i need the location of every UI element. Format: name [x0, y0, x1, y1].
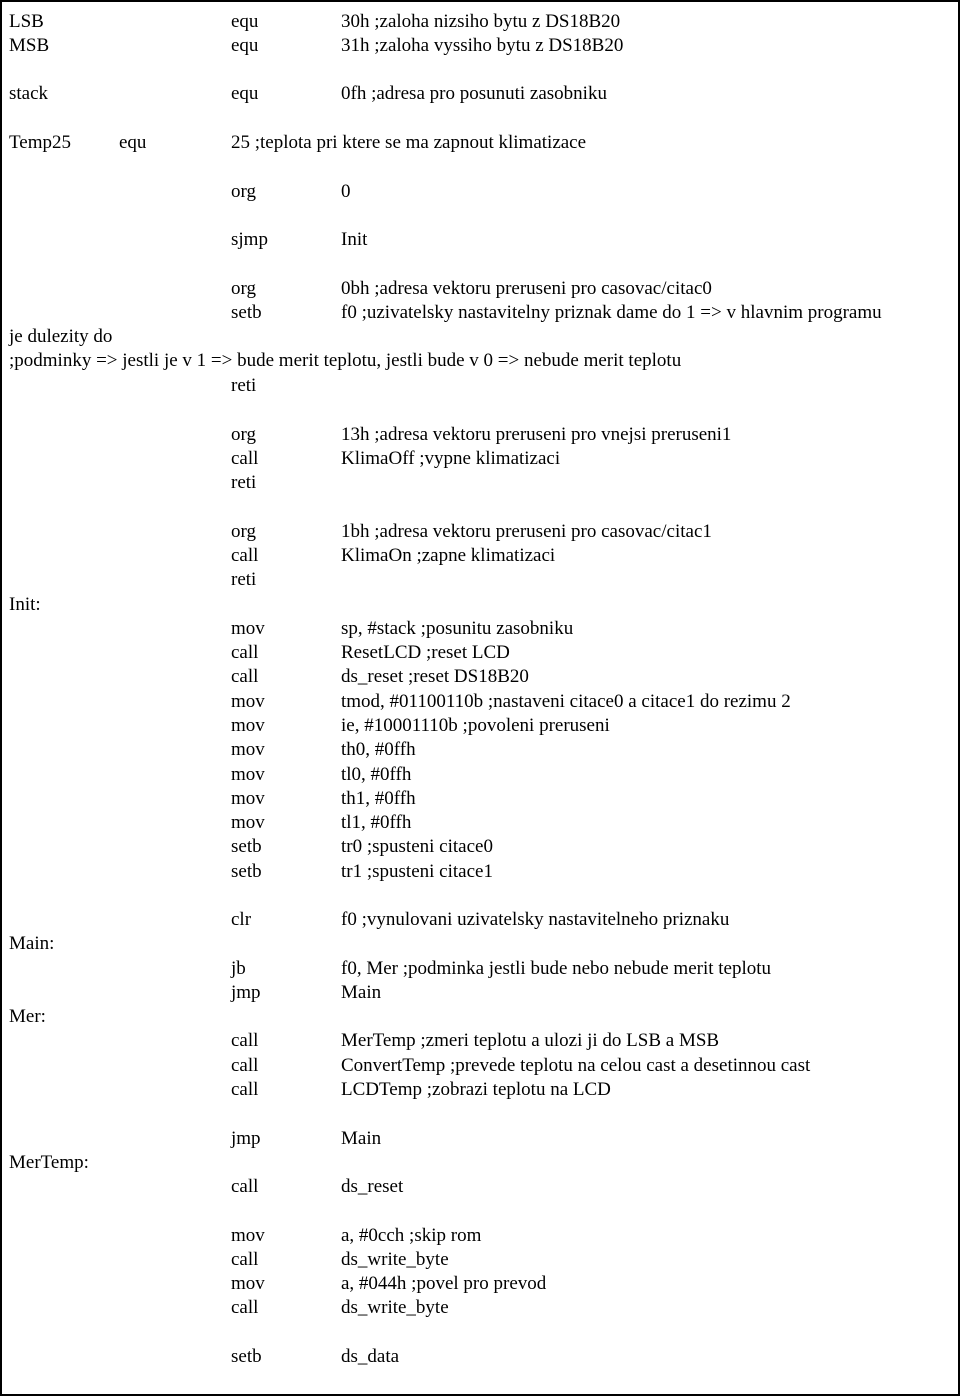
code-operand: ds_write_byte — [341, 1249, 449, 1270]
code-operand: MerTemp ;zmeri teplotu a ulozi ji do LSB a MSB — [341, 1030, 720, 1051]
code-mnemonic: call — [231, 1030, 259, 1051]
code-operand: Main — [341, 1128, 382, 1149]
code-operand: f0 ;uzivatelsky nastavitelny priznak dame do 1 => v hlavnim programu — [341, 302, 882, 323]
code-label: Init: — [9, 594, 41, 615]
code-line — [2, 665, 960, 689]
code-line — [2, 860, 960, 884]
code-operand: 13h ;adresa vektoru preruseni pro vnejsi preruseni1 — [341, 424, 732, 445]
code-line — [2, 641, 960, 665]
code-mnemonic: reti — [231, 569, 257, 590]
code-line — [2, 1175, 960, 1199]
code-mnemonic: mov — [231, 691, 265, 712]
code-line — [2, 423, 960, 447]
code-operand: Main — [341, 982, 382, 1003]
code-directive: equ — [119, 132, 147, 153]
code-operand: 1bh ;adresa vektoru preruseni pro casovac/citac1 — [341, 521, 712, 542]
code-line — [2, 1345, 960, 1369]
code-line — [2, 301, 960, 325]
code-mnemonic: call — [231, 1079, 259, 1100]
code-mnemonic: call — [231, 642, 259, 663]
code-mnemonic: call — [231, 1297, 259, 1318]
code-operand: LCDTemp ;zobrazi teplotu na LCD — [341, 1079, 611, 1100]
code-line — [2, 835, 960, 859]
code-line — [2, 593, 960, 617]
code-line — [2, 1005, 960, 1029]
code-operand: 30h ;zaloha nizsiho bytu z DS18B20 — [341, 11, 621, 32]
code-line — [2, 957, 960, 981]
code-line — [2, 1029, 960, 1053]
code-line — [2, 447, 960, 471]
code-mnemonic: mov — [231, 739, 265, 760]
code-mnemonic: call — [231, 666, 259, 687]
code-line — [2, 1296, 960, 1320]
code-operand: ie, #10001110b ;povoleni preruseni — [341, 715, 610, 736]
code-operand: 31h ;zaloha vyssiho bytu z DS18B20 — [341, 35, 624, 56]
code-line — [2, 617, 960, 641]
code-mnemonic: reti — [231, 375, 257, 396]
code-operand: f0, Mer ;podminka jestli bude nebo nebude merit teplotu — [341, 958, 772, 979]
code-mnemonic: setb — [231, 1346, 262, 1367]
code-operand: KlimaOn ;zapne klimatizaci — [341, 545, 556, 566]
code-mnemonic: clr — [231, 909, 252, 930]
code-operand: ds_data — [341, 1346, 400, 1367]
code-operand: 25 ;teplota pri ktere se ma zapnout klimatizace — [231, 132, 587, 153]
code-label: Temp25 — [9, 132, 71, 153]
code-operand: tmod, #01100110b ;nastaveni citace0 a citace1 do rezimu 2 — [341, 691, 791, 712]
code-line — [2, 932, 960, 956]
code-operand: sp, #stack ;posunitu zasobniku — [341, 618, 574, 639]
code-line — [2, 520, 960, 544]
code-mnemonic: setb — [231, 836, 262, 857]
code-line — [2, 228, 960, 252]
code-label: MerTemp: — [9, 1152, 89, 1173]
code-mnemonic: setb — [231, 302, 262, 323]
code-mnemonic: org — [231, 278, 256, 299]
code-line — [2, 1127, 960, 1151]
code-mnemonic: mov — [231, 618, 265, 639]
code-mnemonic: jmp — [231, 1128, 261, 1149]
code-line — [2, 1248, 960, 1272]
code-operand: f0 ;vynulovani uzivatelsky nastavitelneho priznaku — [341, 909, 730, 930]
code-mnemonic: setb — [231, 861, 262, 882]
code-line — [2, 180, 960, 204]
code-mnemonic: mov — [231, 715, 265, 736]
code-line — [2, 82, 960, 106]
code-mnemonic: mov — [231, 1273, 265, 1294]
code-line — [2, 349, 960, 373]
code-line — [2, 811, 960, 835]
code-mnemonic: equ — [231, 35, 259, 56]
code-operand: ResetLCD ;reset LCD — [341, 642, 510, 663]
code-line — [2, 908, 960, 932]
code-line — [2, 1151, 960, 1175]
code-line — [2, 763, 960, 787]
code-mnemonic: org — [231, 424, 256, 445]
code-label: LSB — [9, 11, 44, 32]
code-operand: th1, #0ffh — [341, 788, 416, 809]
code-mnemonic: org — [231, 181, 256, 202]
code-line — [2, 690, 960, 714]
code-line — [2, 325, 960, 349]
code-line — [2, 10, 960, 34]
code-line — [2, 544, 960, 568]
code-operand: 0fh ;adresa pro posunuti zasobniku — [341, 83, 607, 104]
code-operand: th0, #0ffh — [341, 739, 416, 760]
code-line — [2, 981, 960, 1005]
code-mnemonic: call — [231, 1249, 259, 1270]
code-mnemonic: equ — [231, 11, 259, 32]
code-mnemonic: jmp — [231, 982, 261, 1003]
code-operand: a, #0cch ;skip rom — [341, 1225, 482, 1246]
code-operand: Init — [341, 229, 368, 250]
code-mnemonic: reti — [231, 472, 257, 493]
code-operand: ds_reset — [341, 1176, 404, 1197]
code-line — [2, 1078, 960, 1102]
code-mnemonic: call — [231, 545, 259, 566]
code-line — [2, 1224, 960, 1248]
code-mnemonic: mov — [231, 764, 265, 785]
code-label: ;podminky => jestli je v 1 => bude merit teplotu, jestli bude v 0 => nebude merit teplotu — [9, 350, 682, 371]
code-line — [2, 131, 960, 155]
code-operand: ds_reset ;reset DS18B20 — [341, 666, 529, 687]
code-operand: 0bh ;adresa vektoru preruseni pro casovac/citac0 — [341, 278, 712, 299]
code-line — [2, 1054, 960, 1078]
code-operand: tr0 ;spusteni citace0 — [341, 836, 493, 857]
code-operand: tl0, #0ffh — [341, 764, 412, 785]
code-mnemonic: mov — [231, 788, 265, 809]
code-label: Main: — [9, 933, 55, 954]
code-line — [2, 714, 960, 738]
code-mnemonic: mov — [231, 812, 265, 833]
code-operand: tl1, #0ffh — [341, 812, 412, 833]
code-operand: ConvertTemp ;prevede teplotu na celou cast a desetinnou cast — [341, 1055, 811, 1076]
code-operand: tr1 ;spusteni citace1 — [341, 861, 493, 882]
code-line — [2, 1272, 960, 1296]
code-label: je dulezity do — [9, 326, 113, 347]
code-label: stack — [9, 83, 49, 104]
code-line — [2, 738, 960, 762]
code-label: Mer: — [9, 1006, 46, 1027]
code-line — [2, 277, 960, 301]
code-mnemonic: jb — [231, 958, 246, 979]
code-operand: KlimaOff ;vypne klimatizaci — [341, 448, 561, 469]
code-mnemonic: mov — [231, 1225, 265, 1246]
code-mnemonic: sjmp — [231, 229, 268, 250]
code-mnemonic: equ — [231, 83, 259, 104]
code-operand: a, #044h ;povel pro prevod — [341, 1273, 547, 1294]
code-line — [2, 34, 960, 58]
code-mnemonic: call — [231, 448, 259, 469]
code-mnemonic: org — [231, 521, 256, 542]
code-label: MSB — [9, 35, 50, 56]
code-line — [2, 471, 960, 495]
code-operand: 0 — [341, 181, 351, 202]
code-operand: ds_write_byte — [341, 1297, 449, 1318]
code-mnemonic: call — [231, 1055, 259, 1076]
code-line — [2, 568, 960, 592]
code-line — [2, 787, 960, 811]
code-mnemonic: call — [231, 1176, 259, 1197]
code-line — [2, 374, 960, 398]
